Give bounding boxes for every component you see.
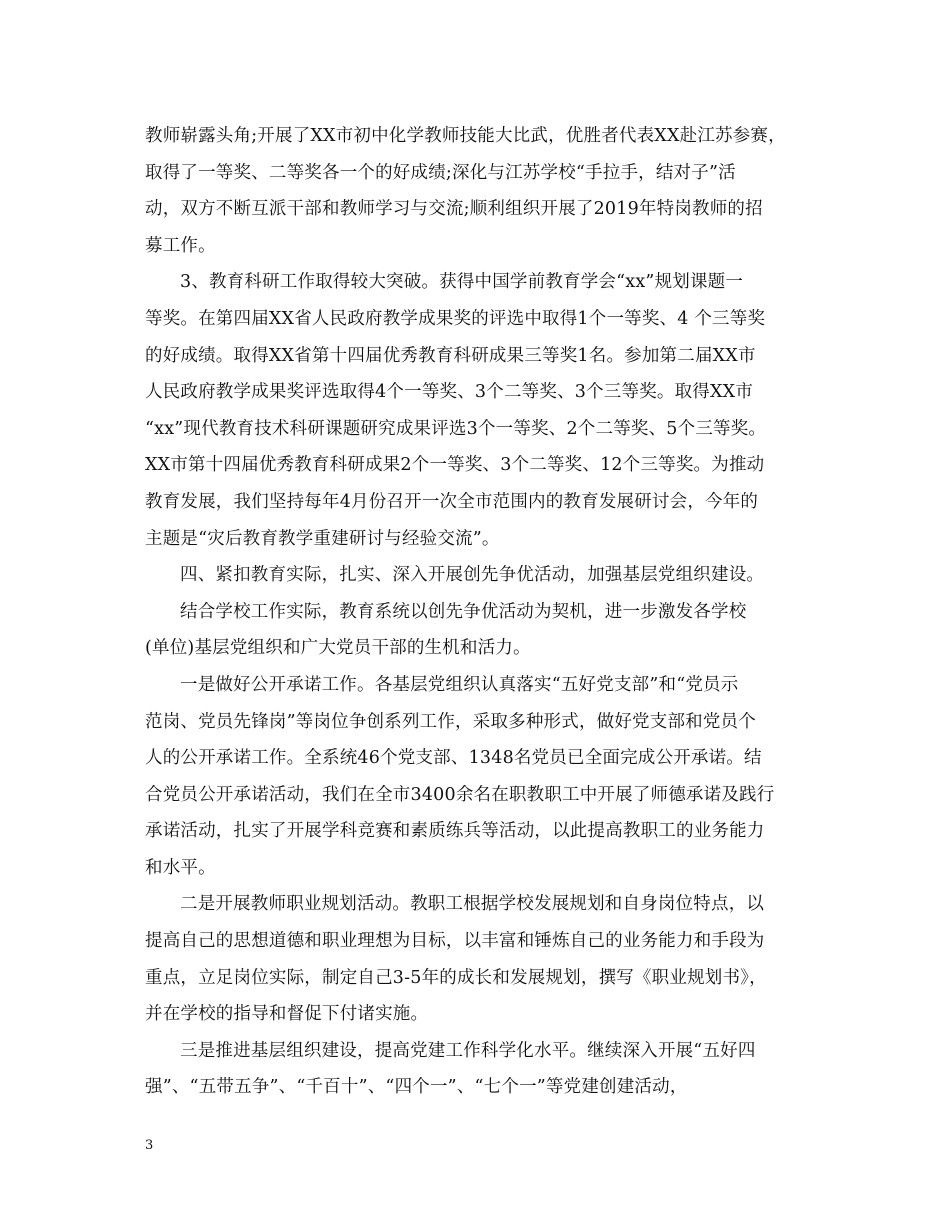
text-line: 主题是“灾后教育教学重建研讨与经验交流”。: [145, 528, 500, 549]
text-line: 二是开展教师职业规划活动。教职工根据学校发展规划和自身岗位特点，以: [180, 894, 765, 915]
text-line: 动，双方不断互派干部和教师学习与交流;顺利组织开展了2019年特岗教师的招: [145, 199, 763, 220]
text-line: 3、教育科研工作取得较大突破。获得中国学前教育学会“xx”规划课题一: [180, 272, 744, 293]
text-line: 人的公开承诺工作。全系统46个党支部、1348名党员已全面完成公开承诺。结: [145, 748, 762, 769]
text-line: XX市第十四届优秀教育科研成果2个一等奖、3个二等奖、12个三等奖。为推动: [145, 455, 765, 476]
text-line: 教师崭露头角;开展了XX市初中化学教师技能大比武，优胜者代表XX赴江苏参赛，: [145, 126, 786, 146]
text-line: 四、紧扣教育实际，扎实、深入开展创先争优活动，加强基层党组织建设。: [180, 565, 765, 586]
text-line: 结合学校工作实际，教育系统以创先争优活动为契机，进一步激发各学校: [180, 601, 747, 622]
text-line: “xx”现代教育技术科研课题研究成果评选3个一等奖、2个二等奖、5个三等奖。: [145, 418, 767, 439]
page-number: 3: [145, 1138, 154, 1153]
text-line: 和水平。: [145, 857, 216, 878]
text-line: 教育发展，我们坚持每年4月份召开一次全市范围内的教育发展研讨会，今年的: [145, 491, 759, 512]
text-line: 重点，立足岗位实际，制定自己3-5年的成长和发展规划，撰写《职业规划书》，: [145, 967, 767, 988]
text-line: 取得了一等奖、二等奖各一个的好成绩;深化与江苏学校“手拉手，结对子”活: [145, 162, 736, 183]
text-line: 范岗、党员先锋岗”等岗位争创系列工作，采取多种形式，做好党支部和党员个: [145, 711, 756, 732]
text-line: 的好成绩。取得XX省第十四届优秀教育科研成果三等奖1名。参加第二届XX市: [145, 345, 756, 366]
text-line: 提高自己的思想道德和职业理想为目标，以丰富和锤炼自己的业务能力和手段为: [145, 931, 765, 952]
text-line: 承诺活动，扎实了开展学科竞赛和素质练兵等活动，以此提高教职工的业务能力: [145, 821, 765, 842]
text-line: 强”、“五带五争”、“千百十”、“四个一”、“七个一”等党建创建活动，: [145, 1077, 688, 1098]
text-line: 合党员公开承诺活动，我们在全市3400余名在职教职工中开展了师德承诺及践行: [145, 784, 775, 805]
text-line: 人民政府教学成果奖评选取得4个一等奖、3个二等奖、3个三等奖。取得XX市: [145, 382, 754, 403]
text-line: 等奖。在第四届XX省人民政府教学成果奖的评选中取得1个一等奖、4 个三等奖: [145, 308, 766, 329]
text-line: 并在学校的指导和督促下付诸实施。: [145, 1004, 429, 1025]
text-line: 募工作。: [145, 235, 216, 256]
document-body: [145, 118, 825, 1106]
text-line: 一是做好公开承诺工作。各基层党组织认真落实“五好党支部”和“党员示: [180, 674, 739, 695]
text-line: 三是推进基层组织建设，提高党建工作科学化水平。继续深入开展“五好四: [180, 1040, 756, 1061]
text-line: (单位)基层党组织和广大党员干部的生机和活力。: [145, 638, 531, 659]
